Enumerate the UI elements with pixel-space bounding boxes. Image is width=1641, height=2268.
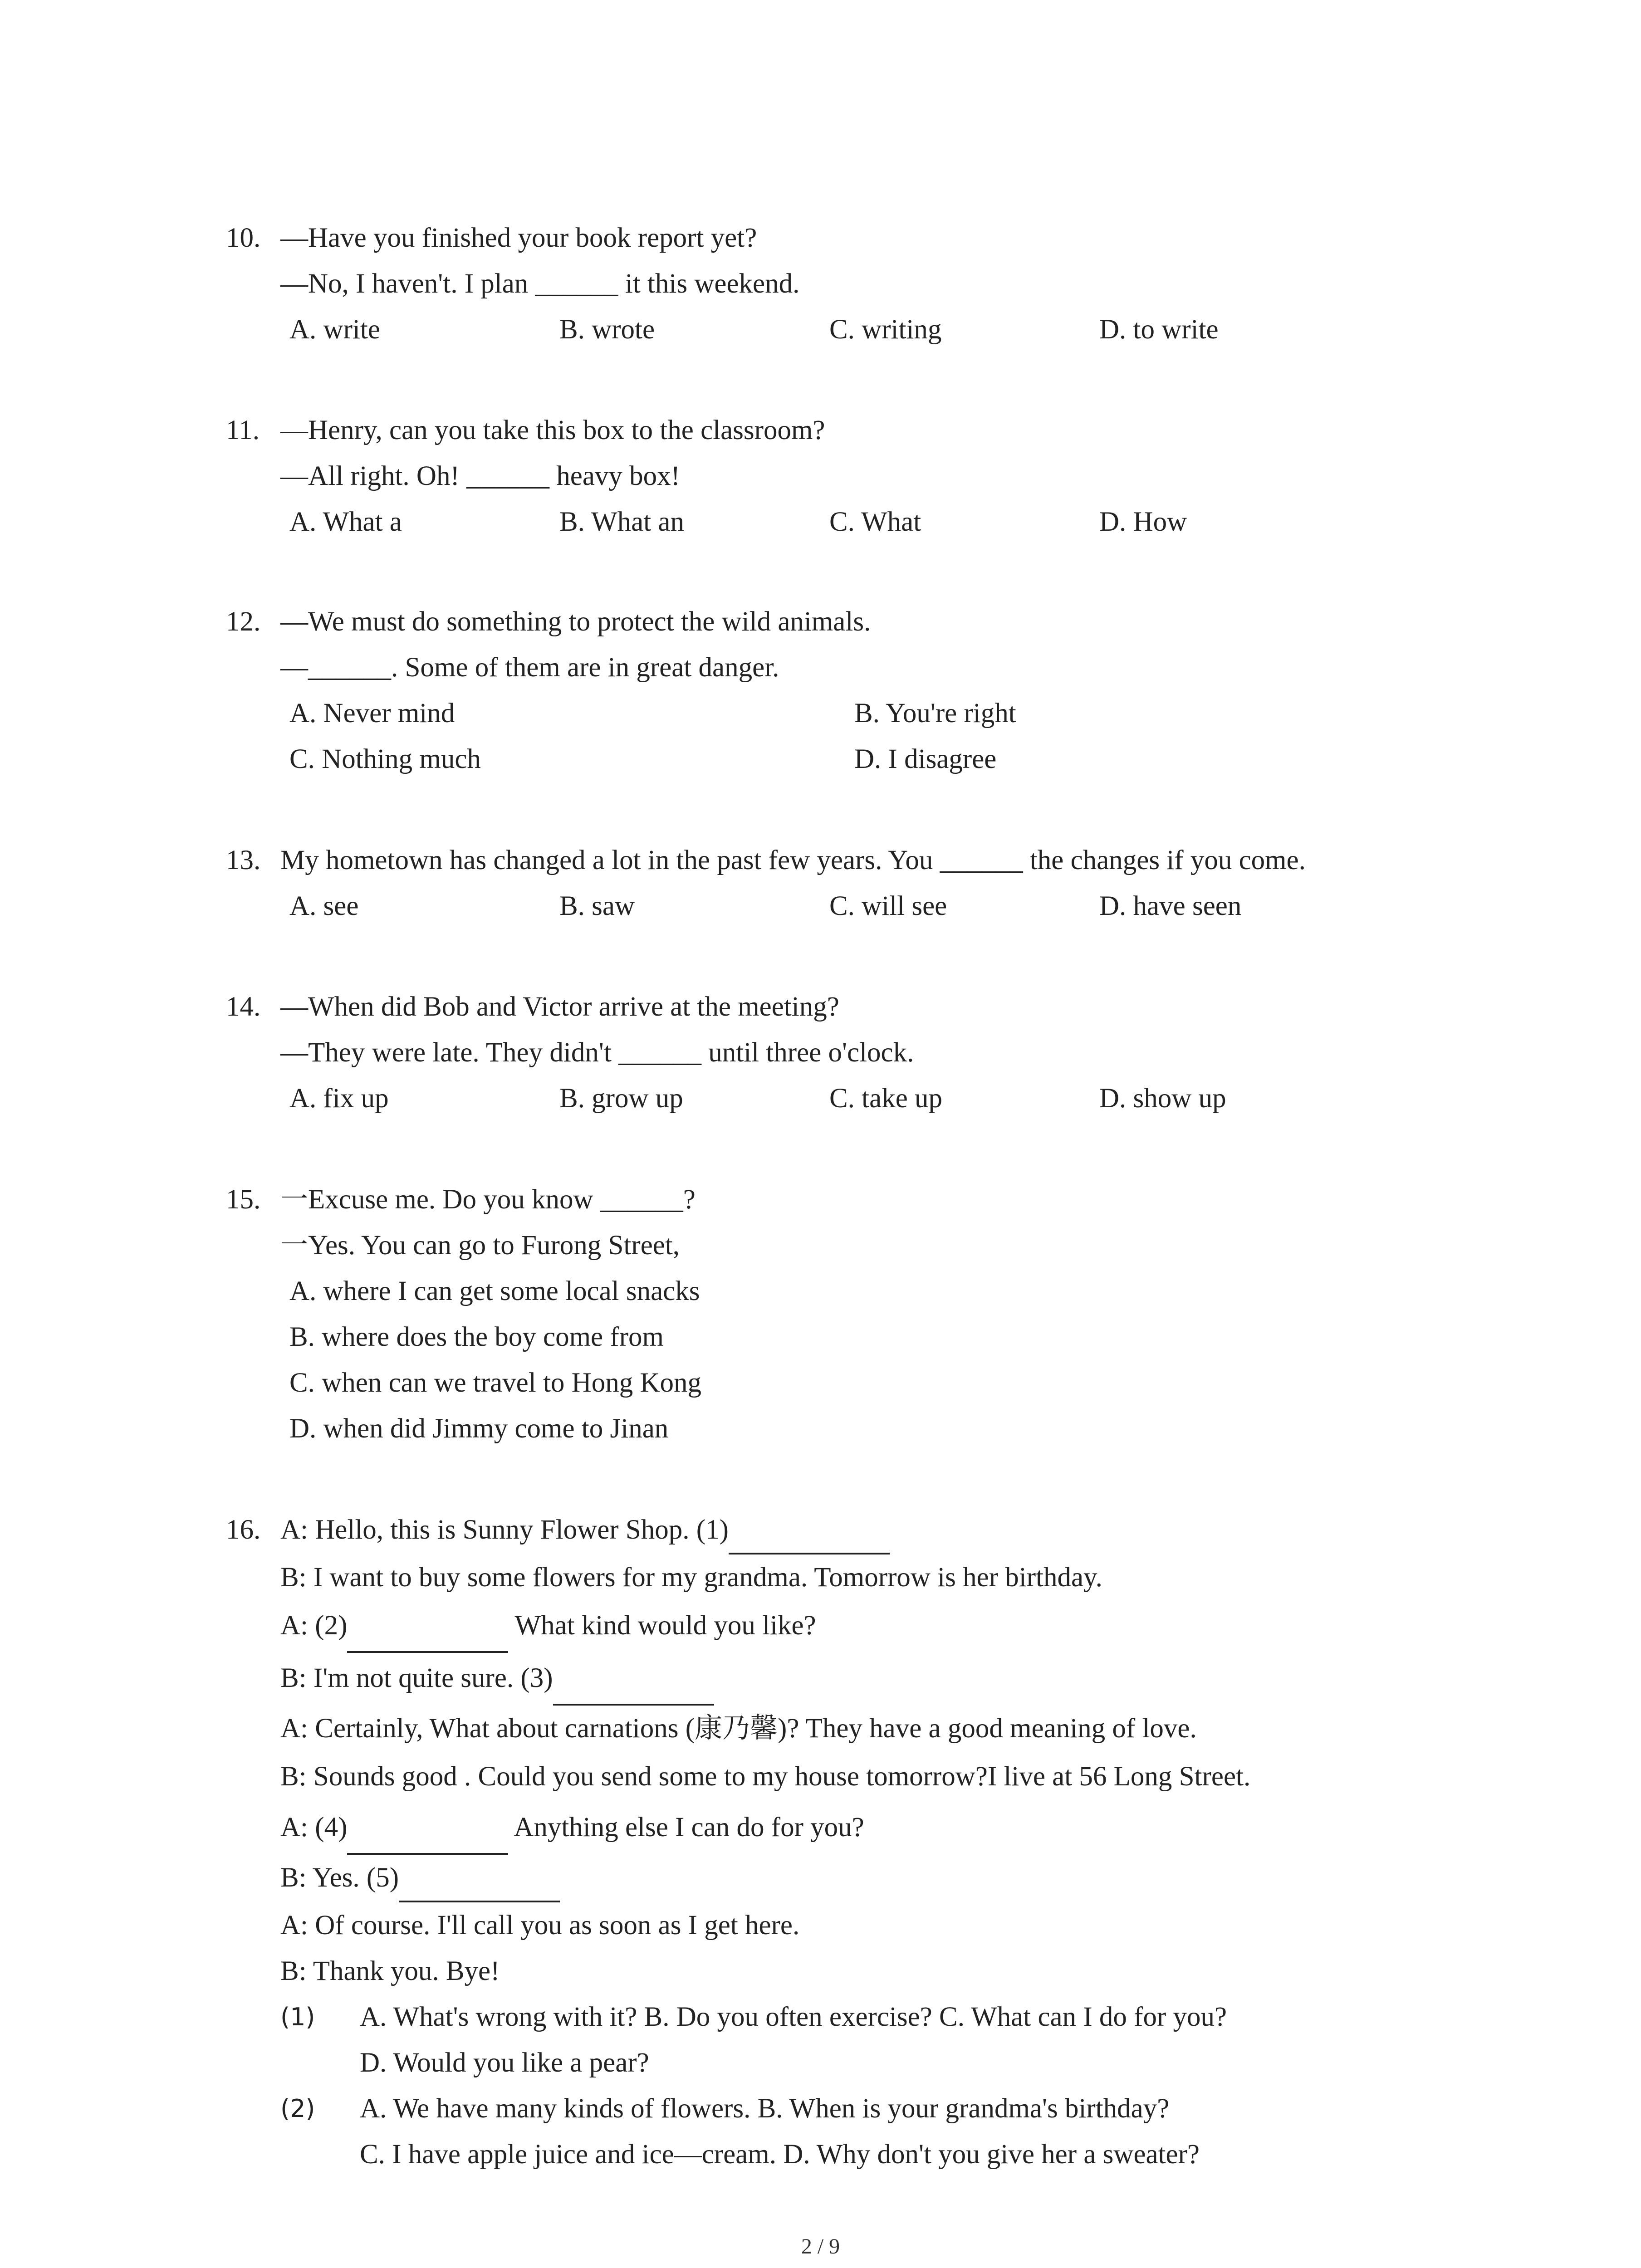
- option-a[interactable]: A. write: [289, 314, 380, 345]
- option-b[interactable]: B. wrote: [559, 314, 655, 345]
- option-c[interactable]: C. Nothing much: [289, 744, 481, 774]
- sub-question-options[interactable]: D. Would you like a pear?: [360, 2048, 649, 2078]
- question-11: [226, 407, 1587, 545]
- options-row: [226, 307, 1587, 352]
- dialogue-line: A: (2) What kind would you like?: [226, 1600, 1587, 1653]
- dialogue-line: B: Thank you. Bye!: [280, 1956, 500, 1986]
- sub-question-1-cont: [280, 2040, 1587, 2086]
- dialogue-line: A: Of course. I'll call you as soon as I get here.: [280, 1910, 800, 1941]
- question-line: 一Yes. You can go to Furong Street,: [280, 1230, 680, 1261]
- question-line: My hometown has changed a lot in the past few years. You ______ the changes if you come.: [280, 845, 1306, 875]
- question-16: [226, 1507, 1587, 2177]
- option-d[interactable]: D. I disagree: [854, 744, 997, 774]
- question-line: —They were late. They didn't ______ until three o'clock.: [280, 1037, 914, 1068]
- question-number: 13.: [226, 845, 261, 875]
- question-13: [226, 837, 1587, 929]
- answer-blank-5[interactable]: [399, 1855, 560, 1902]
- option-c[interactable]: C. take up: [829, 1083, 943, 1114]
- question-line: —No, I haven't. I plan ______ it this weekend.: [280, 269, 800, 299]
- option-a[interactable]: A. Never mind: [289, 698, 455, 728]
- dialogue-line: A: (4) Anything else I can do for you?: [226, 1802, 1587, 1855]
- question-line: —We must do something to protect the wild animals.: [280, 606, 871, 637]
- dialogue-line: B: Sounds good . Could you send some to my house tomorrow?I live at 56 Long Street.: [280, 1761, 1251, 1792]
- question-line: 一Excuse me. Do you know ______?: [280, 1184, 696, 1215]
- option-d[interactable]: D. How: [1099, 507, 1187, 537]
- option-c[interactable]: C. writing: [829, 314, 942, 345]
- option-d[interactable]: D. have seen: [1099, 891, 1242, 921]
- question-12: [226, 599, 1587, 782]
- dialogue-line: B: Yes. (5): [226, 1855, 1587, 1902]
- option-b[interactable]: B. where does the boy come from: [289, 1322, 664, 1352]
- sub-question-1: [280, 1994, 1587, 2040]
- option-a[interactable]: A. What a: [289, 507, 402, 537]
- question-number: 12.: [226, 606, 261, 637]
- sub-question-options[interactable]: A. We have many kinds of flowers. B. When is your grandma's birthday?: [360, 2093, 1170, 2124]
- question-line: —Have you finished your book report yet?: [280, 223, 757, 253]
- option-b[interactable]: B. What an: [559, 507, 685, 537]
- page-number: 2 / 9: [801, 2234, 840, 2258]
- options-row: [226, 883, 1587, 929]
- dialogue-line: A: Hello, this is Sunny Flower Shop. (1): [226, 1507, 1587, 1554]
- option-a[interactable]: A. fix up: [289, 1083, 389, 1114]
- option-d[interactable]: D. when did Jimmy come to Jinan: [289, 1413, 669, 1444]
- question-line: —When did Bob and Victor arrive at the meeting?: [280, 992, 839, 1022]
- sub-question-options[interactable]: C. I have apple juice and ice—cream. D. Why don't you give her a sweater?: [360, 2139, 1200, 2170]
- dialogue-line: A: Certainly, What about carnations (康乃馨)? They have a good meaning of love.: [280, 1713, 1197, 1744]
- sub-question-label: (1): [280, 2003, 315, 2031]
- option-a[interactable]: A. see: [289, 891, 359, 921]
- question-number: 15.: [226, 1184, 261, 1215]
- answer-blank-3[interactable]: [553, 1653, 714, 1706]
- options-row: [226, 690, 1587, 736]
- sub-question-label: (2): [280, 2094, 315, 2123]
- option-b[interactable]: B. You're right: [854, 698, 1016, 728]
- question-10: [226, 215, 1587, 352]
- options-row: [226, 499, 1587, 545]
- option-c[interactable]: C. when can we travel to Hong Kong: [289, 1368, 702, 1398]
- sub-question-2: [280, 2086, 1587, 2131]
- question-15: [226, 1177, 1587, 1452]
- question-14: [226, 984, 1587, 1121]
- option-a[interactable]: A. where I can get some local snacks: [289, 1276, 700, 1306]
- question-line: —______. Some of them are in great danger.: [280, 652, 779, 683]
- question-number: 11.: [226, 415, 260, 445]
- option-d[interactable]: D. to write: [1099, 314, 1219, 345]
- option-b[interactable]: B. saw: [559, 891, 635, 921]
- option-b[interactable]: B. grow up: [559, 1083, 683, 1114]
- question-number: 14.: [226, 992, 261, 1022]
- options-row: [226, 736, 1587, 782]
- question-number: 16.: [226, 1515, 261, 1545]
- question-number: 10.: [226, 223, 261, 253]
- answer-blank-4[interactable]: [347, 1802, 508, 1855]
- answer-blank-2[interactable]: [347, 1600, 508, 1653]
- option-d[interactable]: D. show up: [1099, 1083, 1226, 1114]
- question-line: —All right. Oh! ______ heavy box!: [280, 461, 680, 491]
- dialogue-line: B: I'm not quite sure. (3): [226, 1653, 1587, 1706]
- answer-blank-1[interactable]: [729, 1507, 890, 1554]
- question-line: —Henry, can you take this box to the classroom?: [280, 415, 825, 445]
- options-row: [226, 1075, 1587, 1121]
- sub-question-options[interactable]: A. What's wrong with it? B. Do you often exercise? C. What can I do for you?: [360, 2002, 1227, 2032]
- sub-question-2-cont: [280, 2131, 1587, 2177]
- dialogue-line: B: I want to buy some flowers for my grandma. Tomorrow is her birthday.: [280, 1562, 1102, 1593]
- option-c[interactable]: C. will see: [829, 891, 947, 921]
- option-c[interactable]: C. What: [829, 507, 921, 537]
